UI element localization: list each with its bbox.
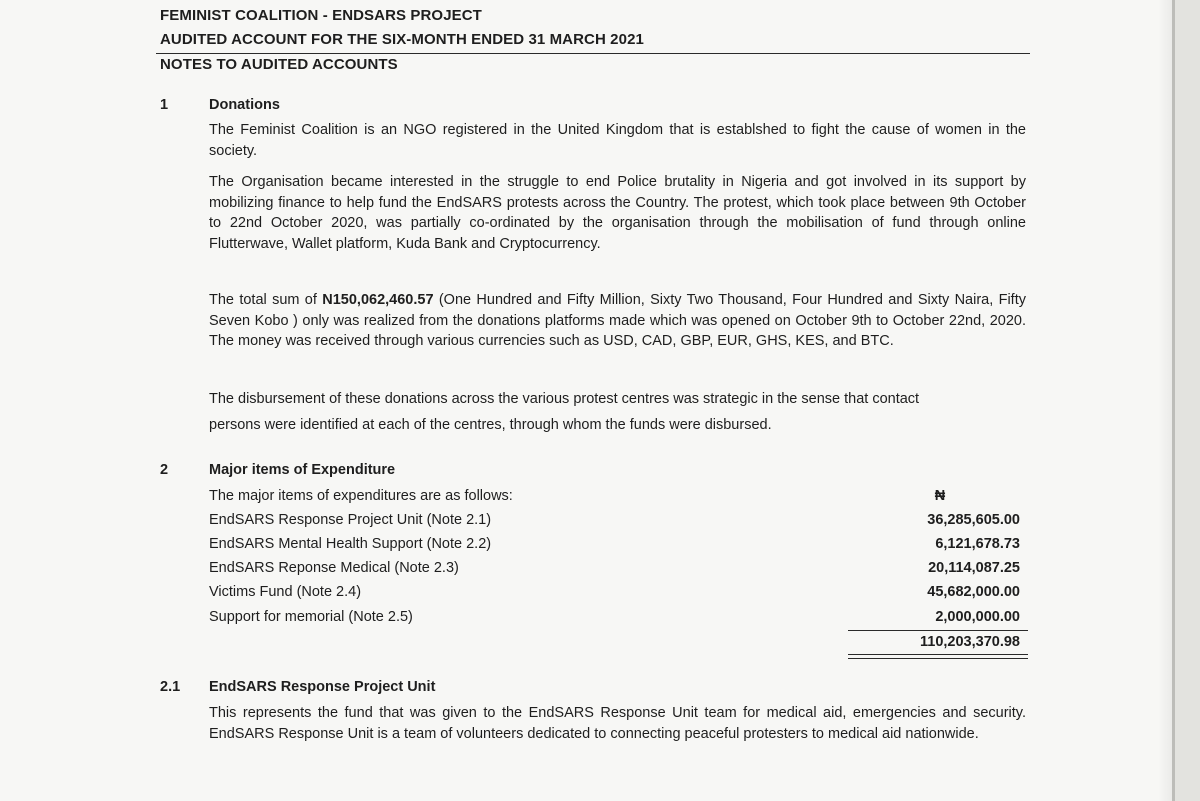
total-double-rule-upper (848, 654, 1028, 655)
expenditure-total: 110,203,370.98 (920, 634, 1020, 650)
expenditure-item-amount: 6,121,678.73 (935, 536, 1020, 552)
section-1-paragraph-3 (209, 290, 1026, 352)
section-1-paragraph-4-line-2: persons were identified at each of the centres, through whom the funds were disbursed. (209, 417, 772, 433)
section-2-number: 2 (160, 462, 169, 478)
section-2-1-paragraph: This represents the fund that was given to the EndSARS Response Unit team for medical aid, emergencies and security. EndSARS Response Unit is a team of volunteers dedicated to connecting peaceful protesters to medical aid nationwide. (209, 705, 1026, 742)
expenditure-item-amount: 2,000,000.00 (935, 609, 1020, 625)
document-title: FEMINIST COALITION - ENDSARS PROJECT (160, 7, 482, 24)
document-subtitle: AUDITED ACCOUNT FOR THE SIX-MONTH ENDED 31 MARCH 2021 (160, 31, 644, 48)
section-1-paragraph-1: The Feminist Coalition is an NGO registered in the United Kingdom that is establshed to fight the cause of women in the society. (209, 122, 1026, 159)
scan-background-strip (1175, 0, 1200, 801)
expenditure-item-label: Victims Fund (Note 2.4) (209, 584, 362, 600)
expenditure-item-label: EndSARS Response Project Unit (Note 2.1) (209, 512, 492, 528)
total-double-rule-lower (848, 658, 1028, 659)
expenditure-item-amount: 45,682,000.00 (927, 584, 1020, 600)
naira-currency-symbol: ₦ (934, 488, 946, 504)
section-1-number: 1 (160, 97, 169, 113)
total-donation-amount: N150,062,460.57 (322, 292, 434, 308)
section-2-1-title: EndSARS Response Project Unit (209, 679, 436, 695)
expenditure-item-label: EndSARS Reponse Medical (Note 2.3) (209, 560, 459, 576)
expenditure-item-amount: 20,114,087.25 (928, 560, 1020, 576)
expenditure-item-amount: 36,285,605.00 (927, 512, 1020, 528)
section-2-1-number: 2.1 (160, 679, 181, 695)
paragraph-3-suffix: (One Hundred and Fifty Million, Sixty Two Thousand, Four Hundred and Sixty Naira, Fifty Seven Kobo ) only was realized from the donations platforms made which was opened on October 9th to October 22nd, 2020. The money was received through various currencies such as USD, CAD, GBP, EUR, GHS, KES, and BTC. (209, 292, 1026, 349)
expenditure-intro: The major items of expenditures are as follows: (209, 488, 513, 504)
section-1-title: Donations (209, 97, 280, 113)
page-edge-shadow (1158, 0, 1172, 801)
notes-heading: NOTES TO AUDITED ACCOUNTS (160, 56, 398, 73)
paragraph-3-prefix: The total sum of (209, 292, 323, 308)
expenditure-item-label: Support for memorial (Note 2.5) (209, 609, 413, 625)
expenditure-item-label: EndSARS Mental Health Support (Note 2.2) (209, 536, 492, 552)
header-divider (156, 53, 1030, 54)
section-1-paragraph-4-line-1: The disbursement of these donations across the various protest centres was strategic in the sense that contact (209, 391, 920, 407)
subtotal-rule (848, 630, 1028, 631)
section-1-paragraph-2: The Organisation became interested in the struggle to end Police brutality in Nigeria and got involved in its support by mobilizing finance to help fund the EndSARS protests across the Country. The protest, which took place between 9th October to 22nd October 2020, was partially co-ordinated by the organisation through the mobilisation of fund through online Flutterwave, Wallet platform, Kuda Bank and Cryptocurrency. (209, 174, 1026, 252)
section-2-title: Major items of Expenditure (209, 462, 396, 478)
